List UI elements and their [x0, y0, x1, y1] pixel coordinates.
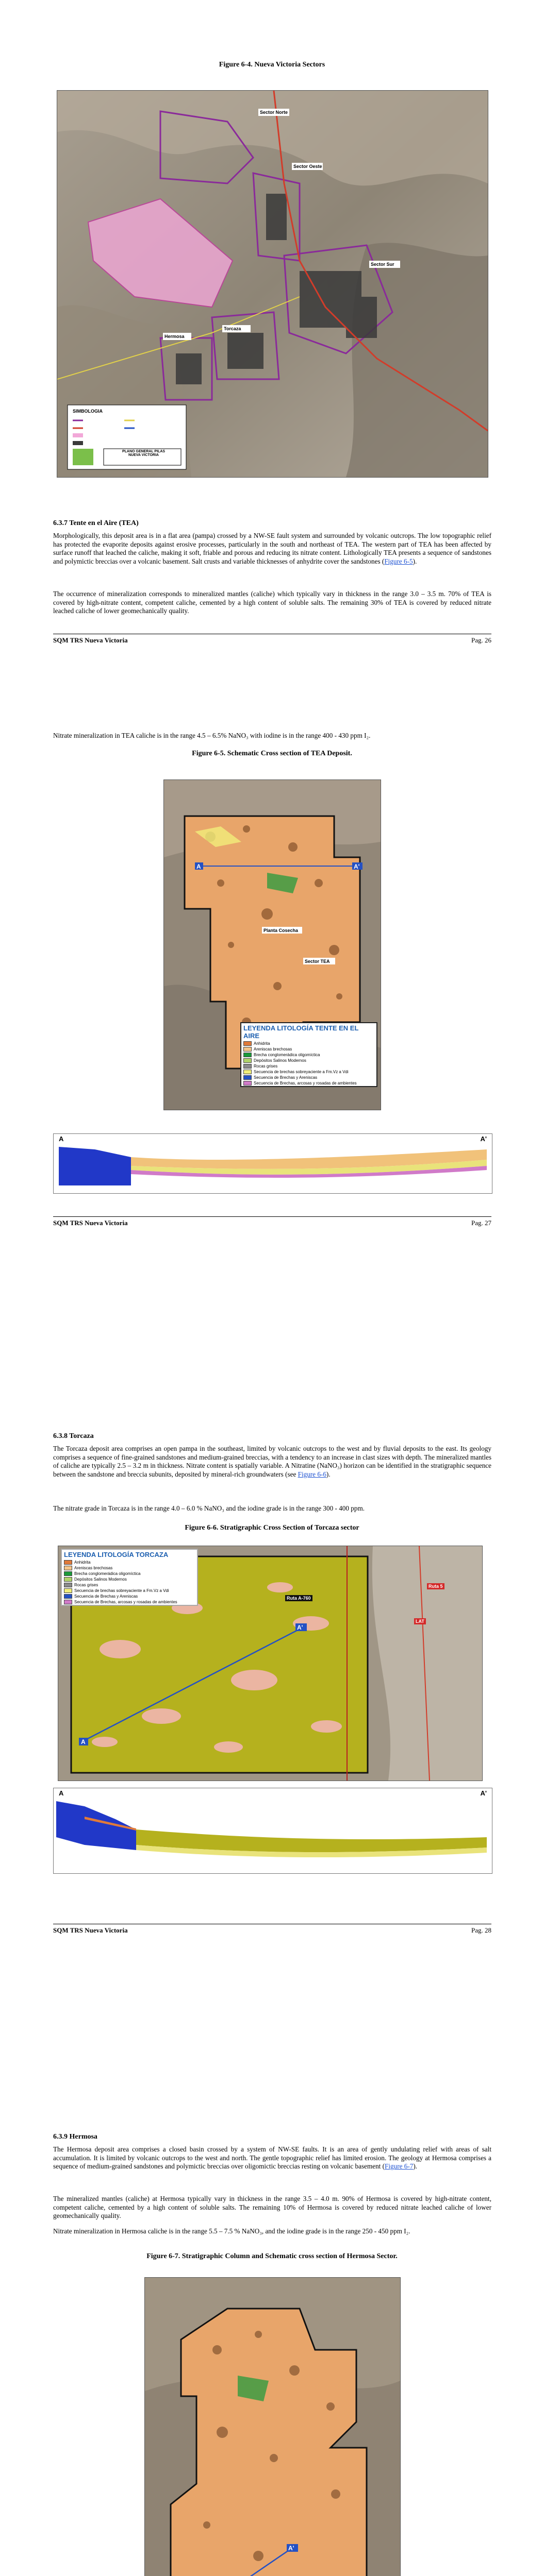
map-label-lat: LAT	[414, 1618, 426, 1624]
tea-cross-section-profile	[54, 1134, 492, 1193]
section-6-3-8-heading: 6.3.8 Torcaza	[53, 1432, 94, 1440]
xs-label-a-prime: A'	[480, 1135, 487, 1143]
figure-6-7-caption: Figure 6-7. Stratigraphic Column and Schematic cross section of Hermosa Sector.	[146, 2252, 398, 2260]
legend-item: Brecha conglomerádica oligomíctica	[62, 1571, 197, 1577]
figure-6-5-caption: Figure 6-5. Schematic Cross section of TEA Deposit.	[192, 750, 352, 757]
footer-page-28	[53, 1924, 491, 1935]
page-27	[0, 701, 544, 1401]
legend-item: Depósitos Salinos Modernos	[62, 1577, 197, 1582]
legend-item: Rocas grises	[241, 1063, 376, 1069]
tea-deposit-map	[163, 779, 381, 1110]
page-28	[0, 1401, 544, 2102]
footer-page-26	[53, 634, 491, 645]
section-6-3-9-heading: 6.3.9 Hermosa	[53, 2133, 97, 2141]
tea-paragraph-1: Morphologically, this deposit area is in a flat area (pampa) crossed by a NW-SE fault system and surrounded by volcanic outcrops. The low topographic relief has protected the evaporite deposits against erosive processes, particularly in the south and northeast of TEA. The western part of TEA has been affected by surface runoff that leached the caliche, making it soft, friable and porous and reducing its nitrate content. Lithologically TEA presents a sequence of sandstones and polymictic breccias over a volcanic basement. Salt crusts and variable thicknesses of anhydrite cover the sandstones (Figure 6-5).	[53, 532, 491, 565]
xs-label-a: A	[59, 1789, 64, 1797]
map-point-a: A	[196, 863, 201, 870]
figure-6-6-link[interactable]: Figure 6-6	[298, 1470, 326, 1478]
svg-text:Sector Oeste: Sector Oeste	[293, 164, 322, 169]
torcaza-paragraph-2: The nitrate grade in Torcaza is in the range 4.0 – 6.0 % NaNO₃ and the iodine grade is in the range 300 - 400 ppm.	[53, 1504, 365, 1512]
footer-left: SQM TRS Nueva Victoria	[53, 1926, 128, 1934]
legend-item: Brecha conglomerádica oligomíctica	[241, 1052, 376, 1058]
nueva-victoria-sectors-map	[57, 90, 488, 478]
map-label-sector-tea: Sector TEA	[305, 959, 330, 964]
sectors-map-image	[57, 91, 488, 477]
map-title-block: PLANO GENERAL PILAS NUEVA VICTORIA	[122, 450, 166, 457]
legend-item: Secuencia de Brechas, arcosas y rosadas de ambientes	[62, 1599, 197, 1605]
hermosa-map-image	[145, 2278, 400, 2576]
footer-page-27	[53, 1216, 491, 1227]
figure-6-6-caption: Figure 6-6. Stratigraphic Cross Section of Torcaza sector	[185, 1524, 359, 1532]
legend-item: Areniscas brechosas	[62, 1565, 197, 1571]
tea-paragraph-2: The occurrence of mineralization corresponds to mineralized mantles (caliche) which typically vary in thickness in the range 3.0 – 3.5 m. 70% of TEA is covered by high-nitrate content, competent caliche, cemented by a high content of soluble salts. The remaining 30% of TEA is covered by reduced nitrate leached caliche of lower geomechanically quality.	[53, 590, 491, 615]
footer-left: SQM TRS Nueva Victoria	[53, 636, 128, 644]
legend-title: LEYENDA LITOLOGÍA TORCAZA	[64, 1551, 169, 1558]
map-point-a-prime: A'	[297, 1624, 303, 1631]
map-point-a: A	[81, 1738, 86, 1745]
torcaza-legend	[61, 1549, 198, 1606]
map-point-a-prime: A'	[288, 2545, 294, 2552]
footer-left: SQM TRS Nueva Victoria	[53, 1219, 128, 1227]
tea-legend	[240, 1022, 377, 1087]
svg-text:Sector Sur: Sector Sur	[371, 262, 394, 267]
torcaza-paragraph-1: The Torcaza deposit area comprises an open pampa in the southeast, limited by volcanic outcrops to the west and by fluvial deposits to the east. Its geology comprises a sequence of fine-grained sandstones and medium-grained breccias, with a tendency to an increase in clast sizes with depth. The mineralized mantles of caliche are typically 2.5 – 3.2 m in thickness. Nitrate content is spatially variable. A Nitratine (NaNO₃) horizon can be identified in the stratigraphic sequence between the sandstone and breccia subunits, deposited by mineral-rich groundwaters (see Figure 6-6).	[53, 1445, 491, 1478]
legend-item: Secuencia de Brechas, arcosas y rosadas de ambientes	[241, 1080, 376, 1086]
legend-item: Anhidrita	[62, 1560, 197, 1565]
svg-text:Torcaza: Torcaza	[224, 326, 241, 331]
page-number: Pag. 28	[471, 1926, 491, 1934]
map-legend-title: SIMBOLOGIA	[73, 409, 103, 414]
xs-label-a: A	[59, 1135, 64, 1143]
tea-cross-section	[53, 1133, 492, 1194]
legend-item: Depósitos Salinos Modernos	[241, 1058, 376, 1063]
legend-item: Rocas grises	[62, 1582, 197, 1588]
map-point-a-prime: A'	[354, 863, 360, 870]
map-label-ruta-5: Ruta 5	[427, 1583, 444, 1589]
figure-6-4-caption: Figure 6-4. Nueva Victoria Sectors	[219, 61, 325, 69]
torcaza-cross-section-profile	[54, 1788, 492, 1873]
page-number: Pag. 26	[471, 636, 491, 644]
legend-item: Secuencia de Brechas y Areniscas	[62, 1594, 197, 1599]
tea-grade-paragraph: Nitrate mineralization in TEA caliche is in the range 4.5 – 6.5% NaNO₃ with iodine is in the range 400 - 430 ppm I₂.	[53, 732, 371, 739]
hermosa-sector-map	[144, 2277, 401, 2576]
map-label-planta-cosecha: Planta Cosecha	[263, 928, 299, 933]
torcaza-cross-section	[53, 1788, 492, 1874]
legend-item: Secuencia de brechas sobreyaciente a Fm.Vz a Vdi	[62, 1588, 197, 1594]
page-26	[0, 0, 544, 701]
section-6-3-7-heading: 6.3.7 Tente en el Aire (TEA)	[53, 519, 139, 527]
hermosa-paragraph-2: The mineralized mantles (caliche) at Hermosa typically vary in thickness in the range 3.5 – 4.0 m. 90% of Hermosa is covered by high-nitrate content, competent caliche, cemented by a high content of soluble salts. The remaining 10% of Hermosa is covered by reduced nitrate leached caliche of lower geomechanically quality.	[53, 2195, 491, 2219]
legend-item: Areniscas brechosas	[241, 1046, 376, 1052]
svg-text:Hermosa: Hermosa	[164, 334, 185, 339]
figure-6-7-link[interactable]: Figure 6-7	[385, 2162, 414, 2170]
xs-label-a-prime: A'	[480, 1789, 487, 1797]
legend-item: Secuencia de brechas sobreyaciente a Fm.Vz a Vdi	[241, 1069, 376, 1075]
legend-title: LEYENDA LITOLOGÍA TENTE EN EL AIRE	[243, 1024, 359, 1040]
page-number: Pag. 27	[471, 1219, 491, 1227]
legend-item: Secuencia de Brechas y Areniscas	[241, 1075, 376, 1080]
legend-item: Anhidrita	[241, 1041, 376, 1046]
torcaza-sector-map	[58, 1546, 483, 1781]
hermosa-paragraph-3: Nitrate mineralization in Hermosa caliche is in the range 5.5 – 7.5 % NaNO₃, and the iodine grade is in the range 250 - 450 ppm I₂.	[53, 2227, 410, 2235]
svg-text:Sector Norte: Sector Norte	[260, 110, 288, 115]
page-29	[0, 2102, 544, 2576]
figure-6-5-link[interactable]: Figure 6-5	[384, 557, 413, 565]
hermosa-paragraph-1: The Hermosa deposit area comprises a closed basin crossed by a system of NW-SE faults. It is an area of gently undulating relief with areas of salt accumulation. It is limited by volcanic outcrops to the west and north. The gentle topographic relief has limited erosion. The geology at Hermosa comprises a sequence of medium-grained sandstones and polymictic breccias over oligomictic breccias resting on volcanic basement (Figure 6-7).	[53, 2145, 491, 2170]
map-label-ruta-a-760: Ruta A-760	[285, 1595, 312, 1601]
